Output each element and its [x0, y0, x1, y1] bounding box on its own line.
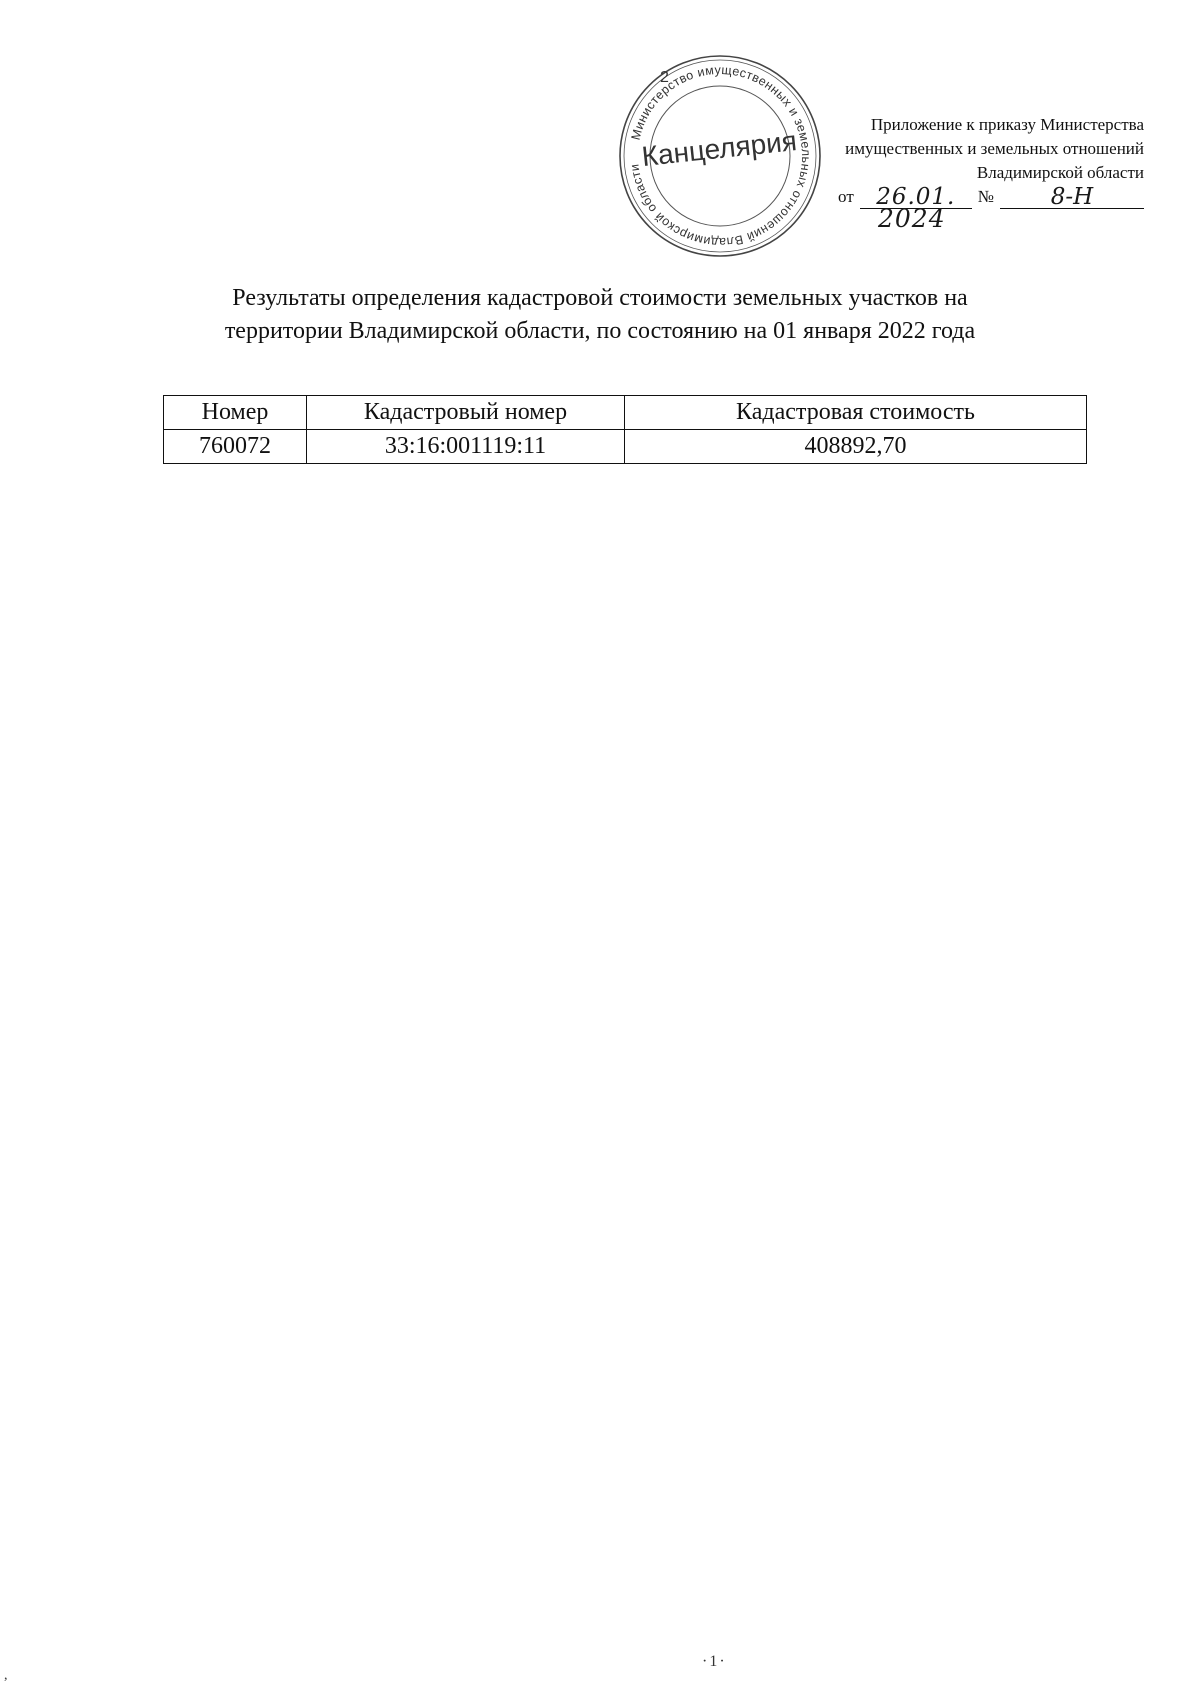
appendix-line-2: имущественных и земельных отношений [845, 139, 1144, 158]
table-header-row [164, 396, 1087, 430]
cell-number: 760072 [164, 430, 307, 464]
cell-cadastral-value: 408892,70 [625, 430, 1087, 464]
document-title-line-2: территории Владимирской области, по состоянию на 01 января 2022 года [224, 318, 976, 344]
appendix-header [800, 113, 1144, 209]
date-prefix: от [838, 187, 854, 206]
column-header-number: Номер [164, 396, 307, 430]
official-stamp [614, 50, 826, 262]
page-number-mark: ·1· [702, 1653, 727, 1670]
document-title-line-1: Результаты определения кадастровой стоимости земельных участков на [232, 285, 968, 311]
column-header-cadastral-value: Кадастровая стоимость [625, 396, 1087, 430]
order-date-number-row [800, 185, 1144, 209]
document-title [0, 282, 1200, 348]
appendix-line-1: Приложение к приказу Министерства [870, 115, 1144, 134]
handwritten-order-number: 8-Н [1000, 186, 1144, 209]
stamp-center-text: Канцелярия [640, 124, 799, 173]
stamp-ring-text: Министерство имущественных и земельных отношений Владимирской области [627, 62, 814, 250]
cadastral-results-table [163, 395, 1087, 464]
handwritten-year: 2024 [878, 204, 946, 233]
corner-scan-mark: , [4, 1668, 8, 1683]
number-prefix: № [977, 187, 994, 206]
stamp-seal-icon [614, 50, 826, 262]
table-row [164, 430, 1087, 464]
appendix-line-3: Владимирской области [976, 163, 1144, 182]
column-header-cadastral-number: Кадастровый номер [307, 396, 625, 430]
cell-cadastral-number: 33:16:001119:11 [307, 430, 625, 464]
handwritten-date: 26.01. [860, 186, 972, 209]
stamp-index-digit: 2 [660, 69, 669, 86]
